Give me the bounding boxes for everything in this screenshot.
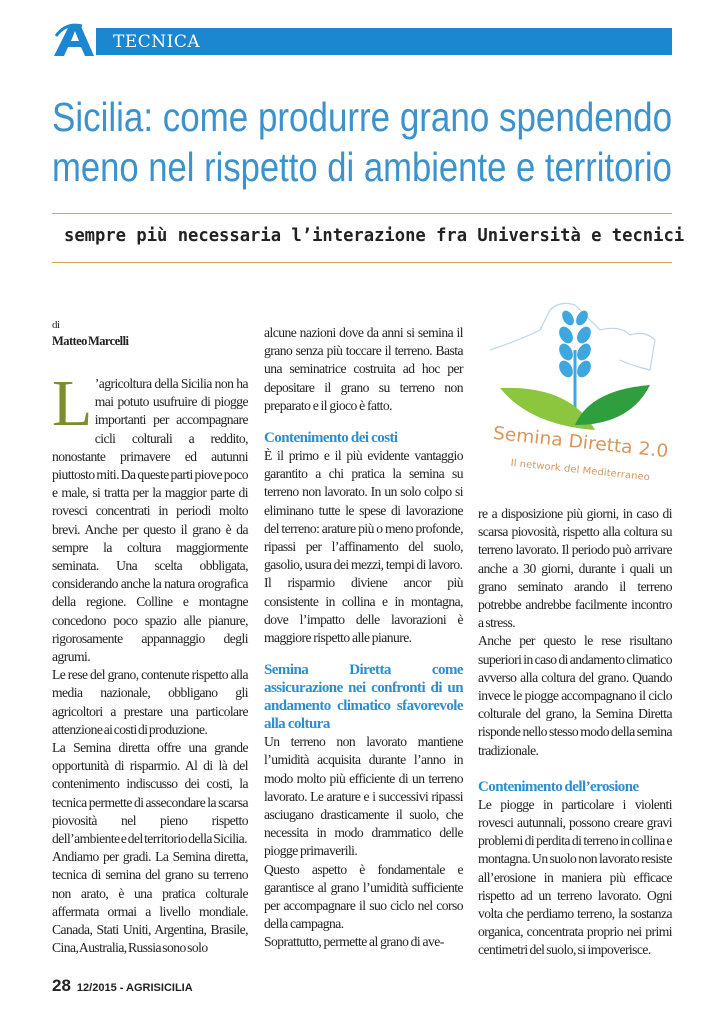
section-label: TECNICA: [113, 32, 201, 52]
subtitle-text: sempre più necessaria l’interazione fra Università e tecnici: [64, 226, 685, 246]
title-line: meno nel rispetto di ambiente e territorio: [52, 144, 672, 190]
paragraph: Questo aspetto è fondamentale e garantisce al grano l’umidità sufficiente per accompagnare il suo ciclo nel corso della campagna.: [264, 861, 463, 932]
subheading-erosione: Contenimento dell’erosione: [478, 778, 639, 795]
paragraph: re a disposizione più giorni, in caso di scarsa piovosità, rispetto alla coltura su terreno lavorato. Il periodo può arrivare anche a 30 giorni, durante i quali un grano seminato arando il terreno potrebbe andrebbe facilmente incontro a stress.: [478, 506, 672, 631]
divider: [52, 213, 672, 214]
column-3: [478, 505, 672, 960]
column-1: [52, 318, 248, 958]
paragraph: Andiamo per gradi. La Semina diretta, tecnica di semina del grano su terreno non arato, è una pratica colturale affermata ormai a livello mondiale. Canada, Stati Uniti, Argentina, Brasile, Cina, Australia, Russia sono solo: [52, 849, 248, 956]
drop-cap: L: [52, 367, 92, 440]
logo-tagline: Il network del Mediterraneo: [510, 457, 642, 483]
byline: di: [52, 319, 60, 331]
subheading-costi: Contenimento dei costi: [264, 430, 398, 447]
paragraph: È il primo e il più evidente vantaggio garantito a chi pratica la semina su terreno non lavorato. In un solo colpo si eliminano tutte le spese di lavorazione del terreno: arature più o meno profonde, ripassi per l’affinamento del suolo, gasolio, usura dei mezzi, tempi di lavoro.: [264, 448, 463, 573]
paragraph: Le rese del grano, contenute rispetto alla media nazionale, obbligano gli agricoltori a prestare una particolare attenzione ai costi di produzione.: [52, 667, 248, 737]
author: Matteo Marcelli: [52, 334, 129, 348]
semina-diretta-wheat-logo-icon: [480, 290, 680, 490]
page-footer: [52, 976, 193, 996]
paragraph: Anche per questo le rese risultano superiori in caso di andamento climatico avverso alla coltura del grano. Quando invece le piogge accompagnano il ciclo colturale del grano, la Semina Diretta risponde nello stesso modo della semina tradizionale.: [478, 633, 672, 758]
page-number: 28: [52, 976, 71, 995]
column-2: [264, 324, 463, 952]
divider: [52, 262, 672, 263]
paragraph: La Semina diretta offre una grande opportunità di risparmio. Al di là del contenimento indiscusso dei costi, la tecnica permette di assecondare la scarsa piovosità nel pieno rispetto dell’ambiente e del territorio della Sicilia.: [52, 740, 248, 847]
paragraph: Le piogge in particolare i violenti rovesci autunnali, possono creare gravi problemi di perdita di terreno in collina e montagna. Un suolo non lavorato resiste all’erosione in maniera più efficace rispetto ad un terreno lavorato. Ogni volta che perdiamo terreno, la sostanza organica, concentrata proprio nei primi centimetri del suolo, si impoverisce.: [478, 796, 672, 958]
paragraph: [52, 367, 248, 666]
article-title: [52, 92, 672, 192]
paragraph: alcune nazioni dove da anni si semina il grano senza più toccare il terreno. Basta una seminatrice costruita ad hoc per depositare il grano su terreno non preparato e il gioco è fatto.: [264, 325, 463, 413]
paragraph: Il risparmio diviene ancor più consistente in collina e in montagna, dove l’impatto delle lavorazioni è maggiore rispetto alle pianure.: [264, 575, 463, 646]
agrisicilia-a-logo-icon: [52, 22, 96, 56]
paragraph-text: ’agricoltura della Sicilia non ha mai potuto usufruire di piogge importanti per accompagnare cicli colturali a reddito, nonostante primavere ed autunni piuttosto miti. Da queste parti piove poco e male, si tratta per la maggior parte di rovesci concentrati in periodi molto brevi. Anche per questo il grano è da sempre la coltura maggiormente seminata. Una scelta obbligata, considerando anche la natura orografica della regione. Colline e montagne concedono poco spazio alle pianure, rigorosamente appannaggio degli agrumi.: [52, 376, 248, 665]
title-line: Sicilia: come produrre grano spendendo: [52, 94, 673, 140]
paragraph: Soprattutto, permette al grano di ave-: [264, 934, 444, 950]
logo-name: Semina Diretta 2.0: [491, 422, 663, 462]
subheading-clima: Semina Diretta come assicurazione nei confronti di un andamento climatico sfavorevole alla coltura: [264, 662, 463, 733]
issue-label: 12/2015 - AGRISICILIA: [76, 982, 193, 994]
paragraph: Un terreno non lavorato mantiene l’umidità acquisita durante l’anno in modo molto più efficiente di un terreno lavorato. Le arature e i successivi ripassi asciugano drasticamente il suolo, che necessita in modo drammatico delle piogge primaverili.: [264, 734, 463, 859]
article-subtitle: [52, 226, 685, 246]
